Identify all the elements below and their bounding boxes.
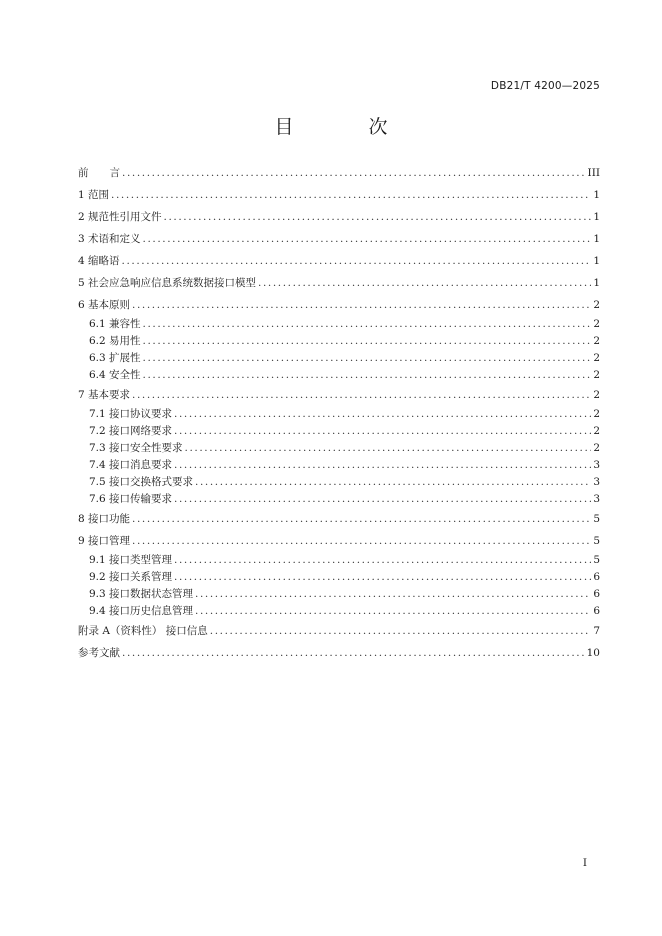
toc-entry-label: 5 社会应急响应信息系统数据接口模型 [78,277,257,289]
toc-leader-dots [111,184,591,206]
toc-entry-label: 7.4 接口消息要求 [89,459,173,471]
toc-entry[interactable] [78,384,600,406]
toc-entry-label: 7 基本要求 [78,389,131,401]
toc-entry-label: 3 术语和定义 [78,233,141,245]
toc-entry-page: 1 [593,233,600,245]
toc-entry-page: III [587,167,600,179]
toc-entry-page: 1 [593,277,600,289]
toc-entry-label: 前 言 [78,167,120,179]
toc-entry-label: 7.6 接口传输要求 [89,493,173,505]
toc-entry[interactable] [78,206,600,228]
toc-entry-label: 6.2 易用性 [89,335,141,347]
toc-entry[interactable] [78,333,600,350]
toc-leader-dots [143,367,592,384]
toc-entry-label: 4 缩略语 [78,255,120,267]
toc-entry-page: 5 [593,554,600,566]
toc-entry[interactable] [78,367,600,384]
toc-entry-label: 7.2 接口网络要求 [89,425,173,437]
toc-entry-page: 3 [593,459,600,471]
document-code: DB21/T 4200—2025 [490,80,600,92]
toc-entry-label: 9 接口管理 [78,535,131,547]
toc-leader-dots [122,250,592,272]
toc-entry[interactable] [78,491,600,508]
toc-leader-dots [132,508,591,530]
toc-entry[interactable] [78,350,600,367]
toc-entry-label: 6.4 安全性 [89,369,141,381]
toc-entry[interactable] [78,250,600,272]
toc-entry[interactable] [78,316,600,333]
toc-leader-dots [174,406,591,423]
toc-entry-label: 8 接口功能 [78,513,131,525]
toc-entry-page: 3 [593,476,600,488]
toc-entry[interactable] [78,272,600,294]
toc-leader-dots [143,316,592,333]
toc-entry-label: 6 基本原则 [78,299,131,311]
toc-entry-page: 5 [593,513,600,525]
toc-leader-dots [174,491,591,508]
toc-entry[interactable] [78,586,600,603]
toc-entry[interactable] [78,508,600,530]
toc-entry-page: 5 [593,535,600,547]
toc-entry-label: 9.4 接口历史信息管理 [89,605,194,617]
toc-entry-label: 2 规范性引用文件 [78,211,162,223]
toc-entry-label: 7.3 接口安全性要求 [89,442,183,454]
toc-leader-dots [164,206,592,228]
toc-entry-label: 6.3 扩展性 [89,352,141,364]
toc-entry[interactable] [78,603,600,620]
toc-leader-dots [122,162,586,184]
toc-entry-label: 1 范围 [78,189,110,201]
toc-leader-dots [132,530,591,552]
toc-leader-dots [258,272,591,294]
toc-entry[interactable] [78,162,600,184]
toc-entry[interactable] [78,552,600,569]
toc-leader-dots [195,474,591,491]
toc-entry[interactable] [78,228,600,250]
toc-leader-dots [143,333,592,350]
toc-entry-page: 2 [593,408,600,420]
toc-leader-dots [132,384,591,406]
toc-entry-page: 6 [593,571,600,583]
toc-entry-page: 2 [593,425,600,437]
toc-entry-page: 10 [586,647,600,659]
toc-leader-dots [210,620,592,642]
toc-entry-label: 附录 A（资料性） 接口信息 [78,625,208,637]
toc-entry-page: 2 [593,335,600,347]
toc-entry[interactable] [78,406,600,423]
page-title: 目 次 [274,116,416,138]
page-number: I [582,857,587,869]
toc-entry-label: 6.1 兼容性 [89,318,141,330]
toc-leader-dots [174,423,591,440]
toc-entry-label: 9.3 接口数据状态管理 [89,588,194,600]
toc-entry-page: 1 [593,189,600,201]
toc-entry-label: 7.5 接口交换格式要求 [89,476,194,488]
toc-entry[interactable] [78,569,600,586]
toc-entry-page: 2 [593,389,600,401]
toc-entry-page: 2 [593,442,600,454]
toc-entry[interactable] [78,474,600,491]
toc-leader-dots [195,603,591,620]
toc-leader-dots [174,552,591,569]
toc-entry-page: 6 [593,605,600,617]
toc-entry[interactable] [78,620,600,642]
toc-entry[interactable] [78,184,600,206]
table-of-contents [78,162,600,664]
toc-leader-dots [143,350,592,367]
toc-leader-dots [132,294,591,316]
toc-entry-page: 7 [593,625,600,637]
toc-leader-dots [185,440,592,457]
toc-entry-page: 3 [593,493,600,505]
toc-leader-dots [174,457,591,474]
toc-entry-label: 参考文献 [78,647,120,659]
toc-leader-dots [143,228,592,250]
toc-entry[interactable] [78,530,600,552]
toc-entry-label: 9.1 接口类型管理 [89,554,173,566]
toc-entry[interactable] [78,294,600,316]
toc-leader-dots [174,569,591,586]
toc-leader-dots [122,642,585,664]
toc-entry-page: 2 [593,299,600,311]
toc-entry-page: 2 [593,318,600,330]
toc-entry[interactable] [78,642,600,664]
toc-entry-label: 7.1 接口协议要求 [89,408,173,420]
toc-entry-page: 6 [593,588,600,600]
toc-entry-page: 2 [593,369,600,381]
toc-entry[interactable] [78,440,600,457]
toc-entry-page: 1 [593,211,600,223]
toc-entry-label: 9.2 接口关系管理 [89,571,173,583]
toc-entry[interactable] [78,423,600,440]
toc-entry-page: 1 [593,255,600,267]
toc-entry[interactable] [78,457,600,474]
toc-leader-dots [195,586,591,603]
toc-entry-page: 2 [593,352,600,364]
